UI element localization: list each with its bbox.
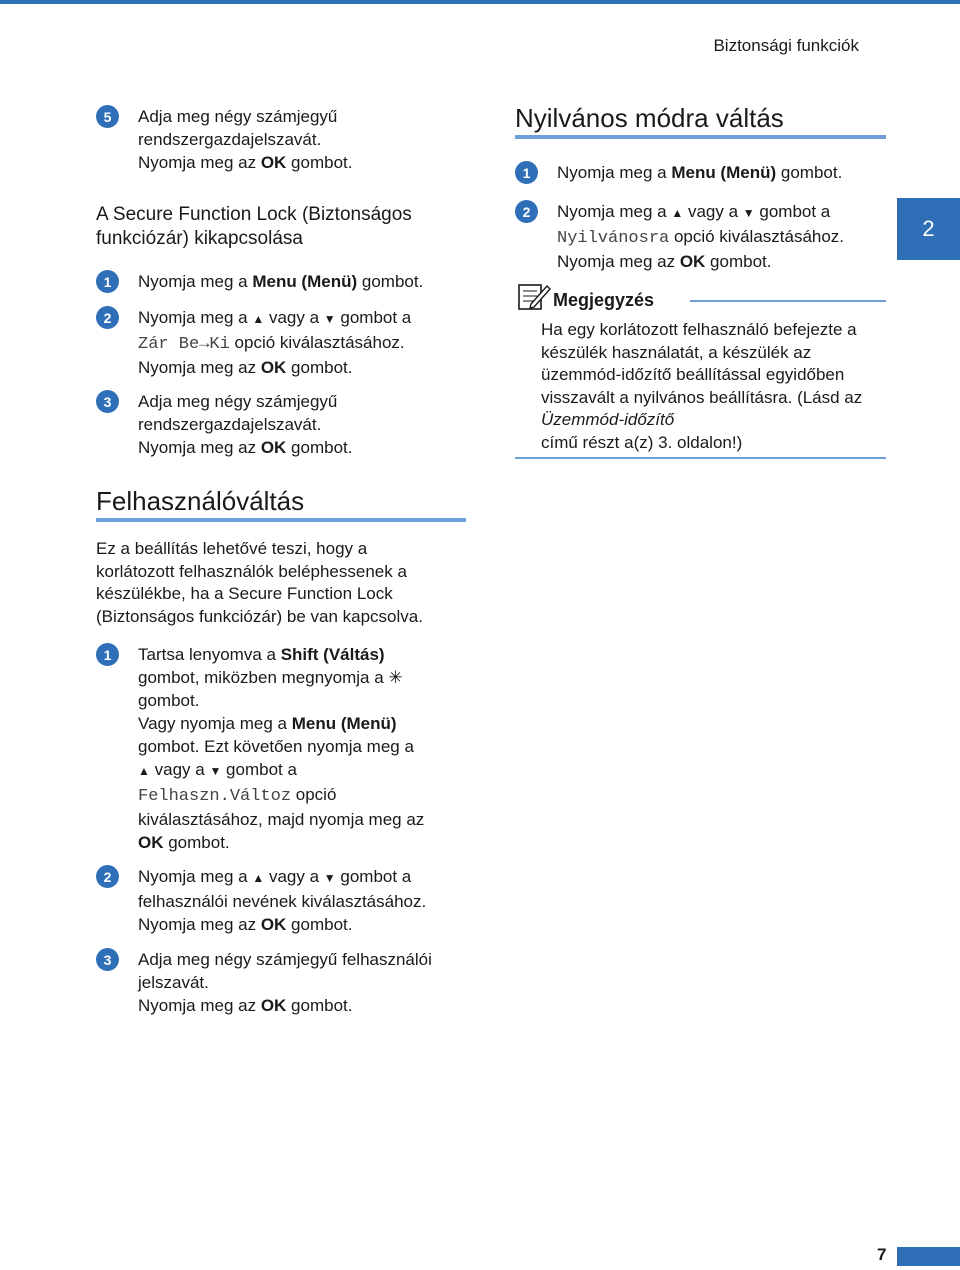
switch-step-3: 3 Adja meg négy számjegyű felhasználói jelszavát. Nyomja meg az OK gombot. bbox=[96, 948, 432, 1017]
top-accent-bar bbox=[0, 0, 960, 4]
step-badge: 2 bbox=[96, 865, 119, 888]
step-badge: 5 bbox=[96, 105, 119, 128]
down-arrow-icon: ▼ bbox=[323, 871, 336, 885]
note-pencil-icon bbox=[517, 282, 551, 312]
disable-step-2: 2 Nyomja meg a ▲ vagy a ▼ gombot a Zár Be→Ki opció kiválasztásához. Nyomja meg az OK gombot. bbox=[96, 306, 411, 379]
running-header: Biztonsági funkciók bbox=[713, 36, 859, 55]
note-body: Ha egy korlátozott felhasználó befejezte a készülék használatát, a készülék az üzemmód-időzítő beállítással egyidőben visszavált a nyilvános beállításra. (Lásd az Üzemmód-időzítő című részt a(z) 3. oldalon!) bbox=[541, 320, 863, 452]
note-top-rule bbox=[690, 300, 886, 302]
switch-step-1: 1 Tartsa lenyomva a Shift (Váltás) gombot, miközben megnyomja a ✳ gombot. Vagy nyomja meg a Menu (Menü) gombot. Ezt követően nyomja meg a ▲ vagy a ▼ gombot a Felhaszn.Változ opció kiválasztásához, majd nyomja meg az OK gombot. bbox=[96, 643, 424, 854]
chapter-tab bbox=[897, 198, 960, 260]
section-underline bbox=[515, 135, 886, 139]
up-arrow-icon: ▲ bbox=[671, 206, 684, 220]
step-text: Adja meg négy számjegyű rendszergazdajelszavát. Nyomja meg az OK gombot. bbox=[138, 107, 353, 172]
step-badge: 3 bbox=[96, 948, 119, 971]
section-title-user-switch: Felhasználóváltás bbox=[96, 486, 305, 516]
step-badge: 2 bbox=[96, 306, 119, 329]
step-badge: 3 bbox=[96, 390, 119, 413]
page-number: 7 bbox=[877, 1245, 887, 1264]
up-arrow-icon: ▲ bbox=[138, 764, 150, 778]
public-step-2: 2 Nyomja meg a ▲ vagy a ▼ gombot a Nyilvánosra opció kiválasztásához. Nyomja meg az OK gombot. bbox=[515, 200, 844, 273]
chapter-number: 2 bbox=[922, 216, 935, 241]
up-arrow-icon: ▲ bbox=[252, 871, 265, 885]
switch-step-2: 2 Nyomja meg a ▲ vagy a ▼ gombot a felhasználói nevének kiválasztásához. Nyomja meg az OK gombot. bbox=[96, 865, 426, 936]
cross-reference-link: Üzemmód-időzítő bbox=[541, 410, 675, 429]
step-badge: 1 bbox=[96, 270, 119, 293]
user-switch-intro: Ez a beállítás lehetővé teszi, hogy a korlátozott felhasználók beléphessenek a készülékbe, ha a Secure Function Lock (Biztonságos funkciózár) be van kapcsolva. bbox=[96, 539, 423, 626]
page-number-bar bbox=[897, 1247, 960, 1266]
section-underline bbox=[96, 518, 466, 522]
note-bottom-rule bbox=[515, 457, 886, 459]
step-5-admin-password bbox=[96, 105, 352, 174]
asterisk-key-icon: ✳ bbox=[388, 668, 403, 687]
subsection-heading-disable-lock: A Secure Function Lock (Biztonságos funkciózár) kikapcsolása bbox=[96, 204, 412, 249]
down-arrow-icon: ▼ bbox=[742, 206, 755, 220]
note-title: Megjegyzés bbox=[553, 290, 655, 310]
down-arrow-icon: ▼ bbox=[323, 312, 336, 326]
disable-step-1: 1 Nyomja meg a Menu (Menü) gombot. bbox=[96, 270, 423, 293]
step-badge: 1 bbox=[515, 161, 538, 184]
up-arrow-icon: ▲ bbox=[252, 312, 265, 326]
step-badge: 2 bbox=[515, 200, 538, 223]
public-step-1: 1 Nyomja meg a Menu (Menü) gombot. bbox=[515, 161, 842, 184]
step-badge: 1 bbox=[96, 643, 119, 666]
down-arrow-icon: ▼ bbox=[209, 764, 222, 778]
disable-step-3: 3 Adja meg négy számjegyű rendszergazdajelszavát. Nyomja meg az OK gombot. bbox=[96, 390, 352, 459]
section-title-public-mode: Nyilvános módra váltás bbox=[515, 103, 784, 133]
